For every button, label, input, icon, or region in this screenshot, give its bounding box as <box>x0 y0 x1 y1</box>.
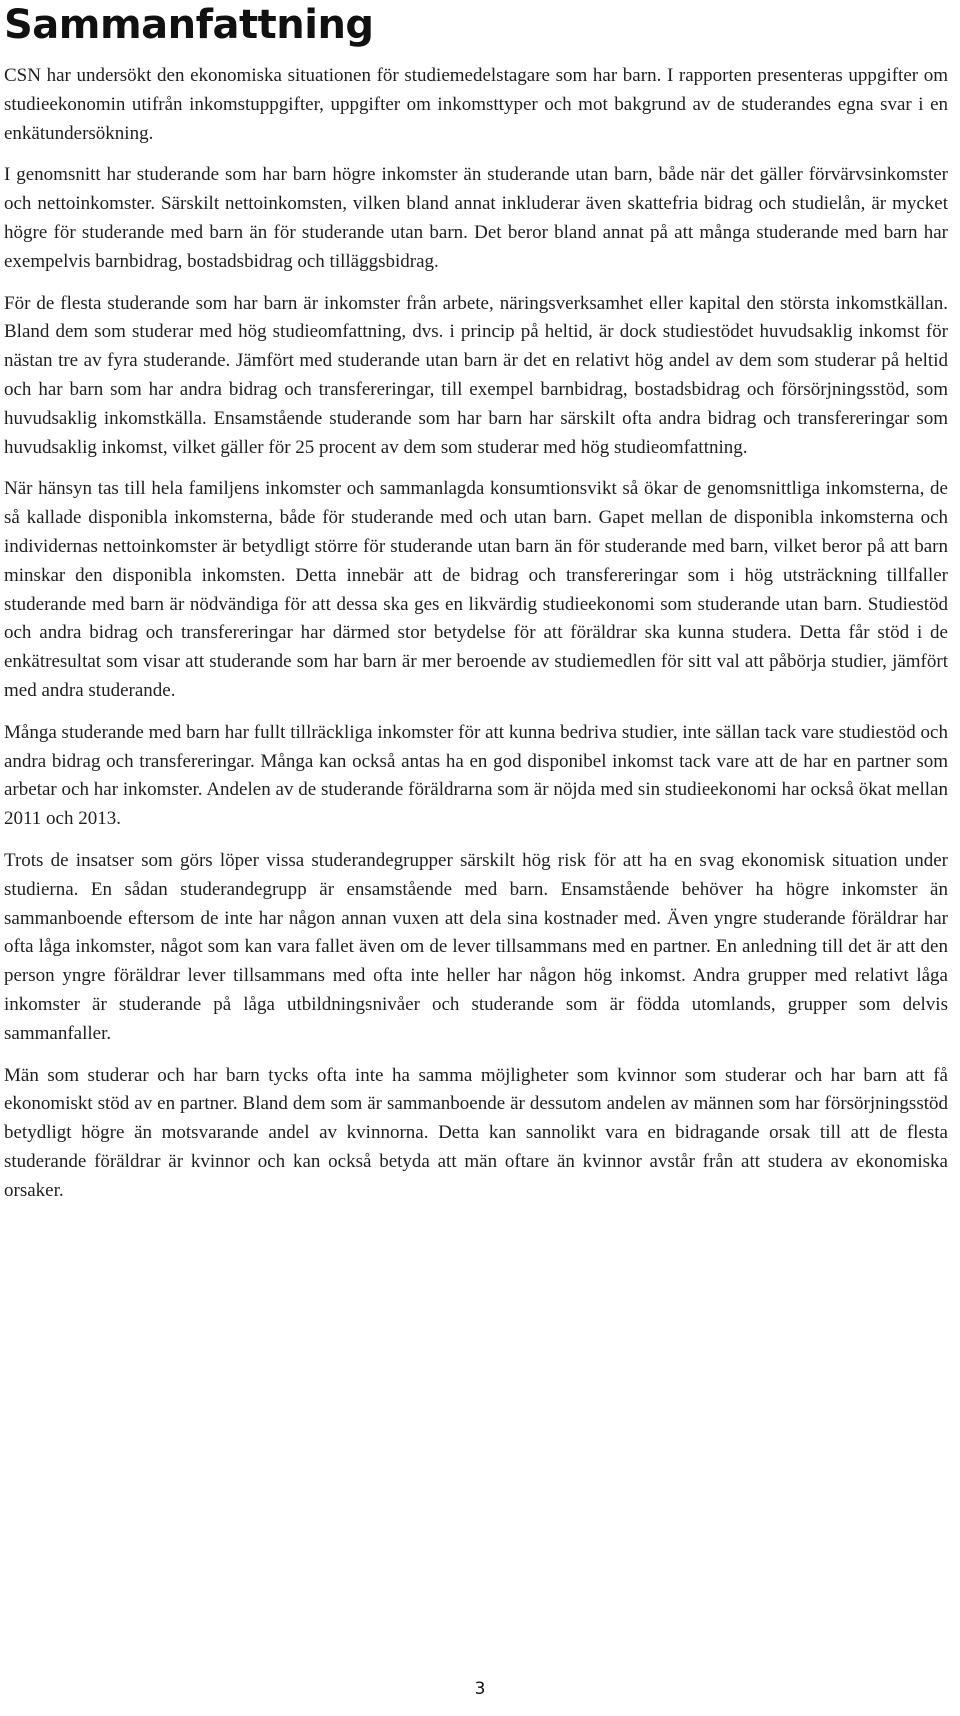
paragraph: Trots de insatser som görs löper vissa studerandegrupper särskilt hög risk för att ha en svag ekonomisk situation under studierna. En sådan studerandegrupp är ensamstående med barn. Ensamstående behöver ha högre inkomster än sammanboende eftersom de inte har någon annan vuxen att dela sina kostnader med. Även yngre studerande föräldrar har ofta låga inkomster, något som kan vara fallet även om de lever tillsammans med en partner. En anledning till det är att den person yngre föräldrar lever tillsammans med ofta inte heller har någon hög inkomst. Andra grupper med relativt låga inkomster är studerande på låga utbildningsnivåer och studerande som är födda utomlands, grupper som delvis sammanfaller. <box>4 849 948 1044</box>
paragraph: Män som studerar och har barn tycks ofta inte ha samma möjligheter som kvinnor som studerar och har barn att få ekonomiskt stöd av en partner. Bland dem som är sammanboende är dessutom andelen av männen som har försörjningsstöd betydligt högre än motsvarande andel av kvinnorna. Detta kan sannolikt vara en bidragande orsak till att de flesta studerande föräldrar är kvinnor och kan också betyda att män oftare än kvinnor avstår från att studera av ekonomiska orsaker. <box>4 1064 948 1201</box>
paragraph: Många studerande med barn har fullt tillräckliga inkomster för att kunna bedriva studier, inte sällan tack vare studiestöd och andra bidrag och transfereringar. Många kan också antas ha en god disponibel inkomst tack vare att de har en partner som arbetar och har inkomster. Andelen av de studerande föräldrarna som är nöjda med sin studieekonomi har också ökat mellan 2011 och 2013. <box>4 721 948 830</box>
paragraph: När hänsyn tas till hela familjens inkomster och sammanlagda konsumtionsvikt så ökar de genomsnittliga inkomsterna, de så kallade disponibla inkomsterna, både för studerande med och utan barn. Gapet mellan de disponibla inkomsterna och individernas nettoinkomster är betydligt större för studerande utan barn än för studerande med barn, vilket beror på att barn minskar den disponibla inkomsten. Detta innebär att de bidrag och transfereringar som i hög utsträckning tillfaller studerande med barn är nödvändiga för att dessa ska ges en likvärdig studieekonomi som studerande utan barn. Studiestöd och andra bidrag och transfereringar har därmed stor betydelse för att föräldrar ska kunna studera. Detta får stöd i de enkätresultat som visar att studerande som har barn är mer beroende av studiemedlen för sitt val att påbörja studier, jämfört med andra studerande. <box>4 478 948 701</box>
paragraph: För de flesta studerande som har barn är inkomster från arbete, näringsverksamhet eller kapital den största inkomstkällan. Bland dem som studerar med hög studieomfattning, dvs. i princip på heltid, är dock studiestödet huvudsaklig inkomst för nästan tre av fyra studerande. Jämfört med studerande utan barn är det en relativt hög andel av dem som studerar på heltid och har barn som har andra bidrag och transfereringar, till exempel barnbidrag, bostadsbidrag och försörjningsstöd, som huvudsaklig inkomstkälla. Ensamstående studerande som har barn har särskilt ofta andra bidrag och transfereringar som huvudsaklig inkomst, vilket gäller för 25 procent av dem som studerar med hög studieomfattning. <box>4 292 948 458</box>
paragraph: I genomsnitt har studerande som har barn högre inkomster än studerande utan barn, både när det gäller förvärvsinkomster och nettoinkomster. Särskilt nettoinkomsten, vilken bland annat inkluderar även skattefria bidrag och studielån, är mycket högre för studerande med barn än för studerande utan barn. Det beror bland annat på att många studerande med barn har exempelvis barnbidrag, bostadsbidrag och tilläggsbidrag. <box>4 164 948 272</box>
body-text <box>4 62 948 1218</box>
paragraph: CSN har undersökt den ekonomiska situationen för studiemedelstagare som har barn. I rapporten presenteras uppgifter om studieekonomin utifrån inkomstuppgifter, uppgifter om inkomsttyper och mot bakgrund av de studerandes egna svar i en enkätundersökning. <box>4 65 948 144</box>
page-title: Sammanfattning <box>4 2 374 48</box>
page-number: 3 <box>474 1679 486 1699</box>
